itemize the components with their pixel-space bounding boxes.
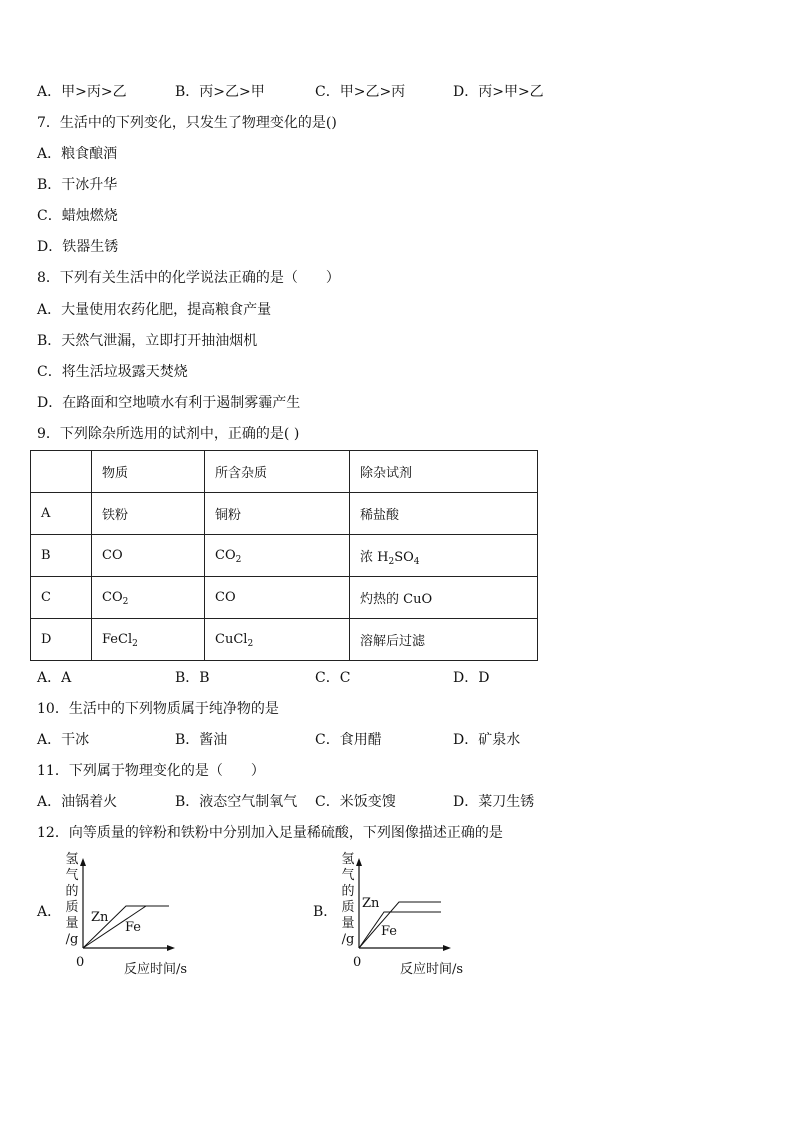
impurity-cell: CO [205, 577, 350, 619]
table-row [31, 619, 538, 661]
table-row [31, 493, 538, 535]
row-label: B [31, 535, 92, 577]
ylabel-char: /g [65, 932, 79, 947]
substance-cell: CO [92, 535, 205, 577]
table-header-row [31, 451, 538, 493]
q8-option-d: D．在路面和空地喷水有利于遏制雾霾产生 [37, 395, 301, 411]
row-label: D [31, 619, 92, 661]
ylabel-char: 的 [65, 884, 79, 899]
reagent-cell [350, 535, 538, 577]
q7-option-b: B．干冰升华 [37, 177, 118, 193]
graph-a-zn-label: Zn [91, 910, 109, 925]
graph-b-origin: 0 [353, 955, 362, 970]
ylabel-char: 氢 [341, 852, 355, 867]
q9-stem: 9．下列除杂所选用的试剂中，正确的是( ) [37, 426, 300, 442]
reagent-cell: 稀盐酸 [350, 493, 538, 535]
graph-a-option-label: A． [37, 904, 62, 920]
q11-stem: 11．下列属于物理变化的是（ ） [37, 763, 265, 779]
table-header-cell [31, 451, 92, 493]
q11-option-a: A．油锅着火 [37, 794, 118, 810]
graph-a-xlabel: 反应时间/s [124, 962, 188, 977]
impurity-cell [205, 535, 350, 577]
table-row [31, 535, 538, 577]
ylabel-char: 量 [341, 916, 355, 931]
q6-option-a: A．甲>丙>乙 [37, 84, 127, 100]
q11-option-b: B．液态空气制氧气 [175, 794, 298, 810]
q9-option-d: D．D [453, 670, 490, 686]
q9-table [30, 450, 538, 661]
q9-option-a: A．A [37, 670, 72, 686]
q7-stem: 7．生活中的下列变化，只发生了物理变化的是() [37, 115, 337, 131]
q12-stem: 12．向等质量的锌粉和铁粉中分别加入足量稀硫酸，下列图像描述正确的是 [37, 825, 503, 841]
formula-main: 浓 H [360, 550, 389, 565]
formula-subscript: 2 [235, 555, 242, 565]
reagent-cell: 灼热的 CuO [350, 577, 538, 619]
y-axis-arrow [80, 858, 86, 866]
q7-option-c: C．蜡烛燃烧 [37, 208, 118, 224]
formula-subscript: 4 [413, 557, 420, 567]
graph-b-xlabel: 反应时间/s [400, 962, 464, 977]
q10-option-d: D．矿泉水 [453, 732, 521, 748]
ylabel-char: /g [341, 932, 355, 947]
q7-option-a: A．粮食酿酒 [37, 146, 118, 162]
ylabel-char: 的 [341, 884, 355, 899]
q8-option-b: B．天然气泄漏，立即打开抽油烟机 [37, 333, 258, 349]
zn-curve [359, 912, 441, 948]
graph-a-origin: 0 [76, 955, 85, 970]
row-label: C [31, 577, 92, 619]
row-label: A [31, 493, 92, 535]
y-axis-arrow [356, 858, 362, 866]
substance-cell: 铁粉 [92, 493, 205, 535]
q8-option-a: A．大量使用农药化肥，提高粮食产量 [37, 302, 272, 318]
q8-stem: 8．下列有关生活中的化学说法正确的是（ ） [37, 270, 340, 286]
ylabel-char: 气 [65, 868, 79, 883]
table-header-cell: 所含杂质 [205, 451, 350, 493]
formula-main: FeCl [102, 632, 133, 647]
q9-option-c: C．C [315, 670, 351, 686]
graph-a-fe-label: Fe [125, 920, 142, 935]
ylabel-char: 氢 [65, 852, 79, 867]
q6-option-d: D．丙>甲>乙 [453, 84, 544, 100]
impurity-cell: 铜粉 [205, 493, 350, 535]
graph-b-zn-label: Zn [362, 896, 380, 911]
q6-option-c: C．甲>乙>丙 [315, 84, 406, 100]
graph-b-option-label: B． [313, 904, 338, 920]
ylabel-char: 气 [341, 868, 355, 883]
q11-option-d: D．菜刀生锈 [453, 794, 535, 810]
q10-stem: 10．生活中的下列物质属于纯净物的是 [37, 701, 279, 717]
q10-option-a: A．干冰 [37, 732, 90, 748]
x-axis-arrow [167, 945, 175, 951]
substance-cell [92, 577, 205, 619]
formula-subscript: 2 [132, 639, 138, 649]
table-header-cell: 物质 [92, 451, 205, 493]
table-header-cell: 除杂试剂 [350, 451, 538, 493]
ylabel-char: 质 [341, 900, 355, 915]
formula-main: CuCl [215, 632, 248, 647]
graph-a-plot [78, 858, 188, 958]
x-axis-arrow [443, 945, 451, 951]
q10-option-b: B．酱油 [175, 732, 228, 748]
formula-main: CO [102, 590, 123, 605]
formula-main: SO [394, 550, 414, 565]
q8-option-c: C．将生活垃圾露天焚烧 [37, 364, 188, 380]
table-row [31, 577, 538, 619]
formula-subscript: 2 [247, 639, 254, 649]
q6-option-b: B．丙>乙>甲 [175, 84, 265, 100]
formula-subscript: 2 [122, 597, 129, 607]
substance-cell [92, 619, 205, 661]
graph-b-fe-label: Fe [381, 924, 398, 939]
q11-option-c: C．米饭变馊 [315, 794, 396, 810]
q9-option-b: B．B [175, 670, 210, 686]
q7-option-d: D．铁器生锈 [37, 239, 119, 255]
ylabel-char: 质 [65, 900, 79, 915]
formula-subscript: 2 [388, 557, 395, 567]
reagent-cell: 溶解后过滤 [350, 619, 538, 661]
impurity-cell [205, 619, 350, 661]
ylabel-char: 量 [65, 916, 79, 931]
formula-main: CO [215, 548, 236, 563]
q10-option-c: C．食用醋 [315, 732, 382, 748]
